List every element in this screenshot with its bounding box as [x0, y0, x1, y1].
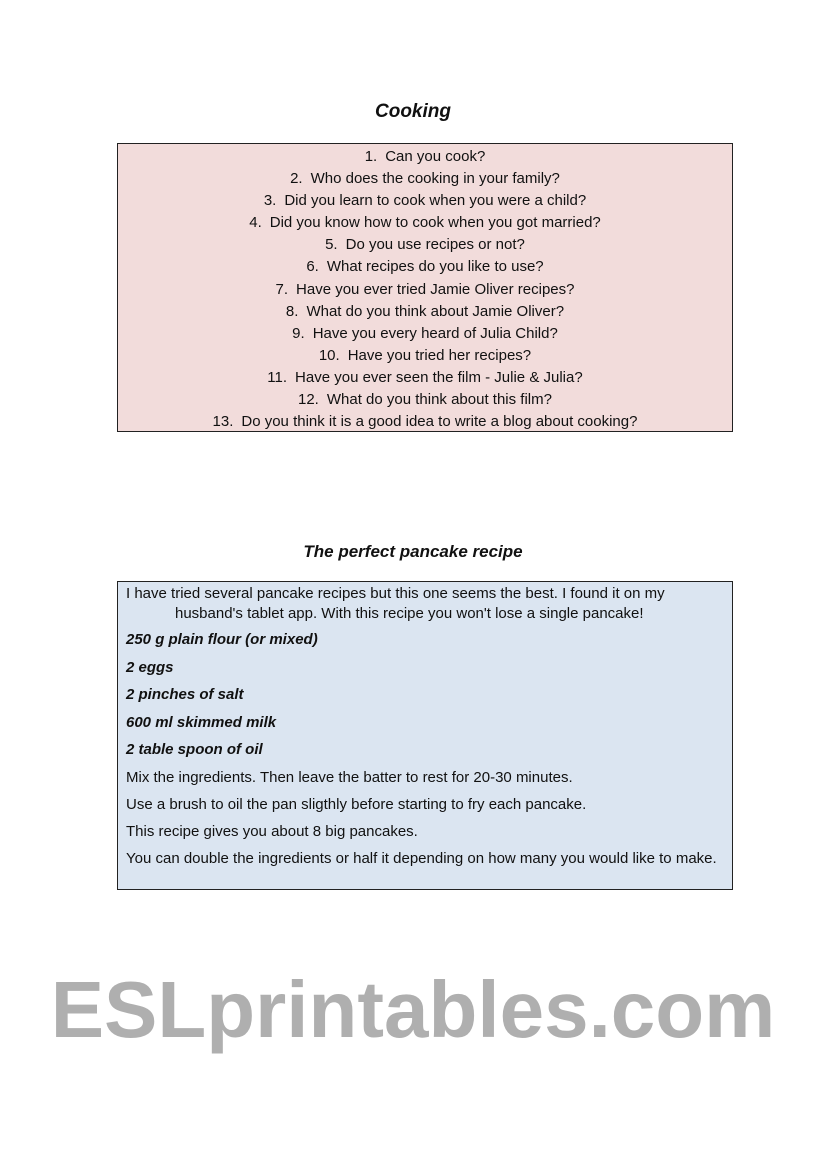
question-text: Do you think it is a good idea to write a blog about cooking? — [241, 413, 638, 431]
question-number: 3. — [263, 192, 277, 210]
question-number: 6. — [306, 258, 319, 276]
question-number: 10. — [318, 346, 340, 364]
question-text: Have you ever seen the film - Julie & Julia? — [295, 368, 583, 386]
question-number: 7. — [275, 280, 289, 298]
question-item — [118, 389, 732, 411]
watermark: ESLprintables.com — [50, 965, 776, 1054]
question-number: 2. — [290, 170, 303, 188]
question-text: Have you tried her recipes? — [347, 346, 532, 364]
question-number: 12. — [298, 391, 319, 409]
question-item — [118, 411, 732, 433]
question-number: 13. — [212, 413, 234, 431]
recipe-step: Use a brush to oil the pan sligthly before starting to fry each pancake. — [126, 795, 587, 813]
question-text: Who does the cooking in your family? — [310, 170, 560, 188]
question-text: Have you ever tried Jamie Oliver recipes? — [296, 280, 575, 298]
question-number: 9. — [292, 324, 305, 342]
questions-box — [117, 143, 733, 432]
question-item — [118, 190, 732, 212]
recipe-title: The perfect pancake recipe — [303, 542, 523, 561]
question-item — [118, 279, 732, 301]
ingredient-item: 600 ml skimmed milk — [126, 713, 277, 731]
question-item — [118, 256, 732, 278]
question-item — [118, 301, 732, 323]
question-item — [118, 212, 732, 234]
question-number: 1. — [364, 148, 378, 165]
cooking-title: Cooking — [375, 101, 451, 122]
question-text: What do you think about this film? — [326, 391, 552, 409]
question-text: Did you learn to cook when you were a child? — [284, 192, 587, 210]
question-item — [118, 234, 732, 256]
question-text: Do you use recipes or not? — [345, 236, 525, 254]
question-text: Did you know how to cook when you got married? — [269, 214, 601, 232]
question-text: What do you think about Jamie Oliver? — [306, 302, 565, 320]
ingredient-item: 250 g plain flour (or mixed) — [126, 631, 318, 648]
recipe-intro: I have tried several pancake recipes but this one seems the best. I found it on my husband's tablet app. With this recipe you won't lose a single pancake! — [126, 585, 665, 622]
question-item — [118, 323, 732, 345]
question-item — [118, 367, 732, 389]
question-item — [118, 146, 732, 168]
question-text: What recipes do you like to use? — [326, 258, 544, 276]
question-number: 5. — [325, 236, 338, 254]
question-text: Can you cook? — [385, 148, 486, 165]
question-item — [118, 345, 732, 367]
ingredient-item: 2 pinches of salt — [126, 686, 244, 703]
question-number: 8. — [285, 302, 299, 320]
recipe-step: You can double the ingredients or half it depending on how many you would like to make. — [126, 849, 717, 867]
recipe-box — [117, 581, 733, 890]
question-number: 4. — [249, 214, 262, 232]
question-number: 11. — [267, 368, 288, 386]
recipe-step: Mix the ingredients. Then leave the batter to rest for 20-30 minutes. — [126, 768, 573, 786]
question-item — [118, 168, 732, 190]
question-text: Have you every heard of Julia Child? — [312, 324, 558, 342]
ingredient-item: 2 table spoon of oil — [126, 741, 263, 758]
recipe-step: This recipe gives you about 8 big pancakes. — [126, 822, 418, 840]
ingredient-item: 2 eggs — [126, 658, 174, 676]
